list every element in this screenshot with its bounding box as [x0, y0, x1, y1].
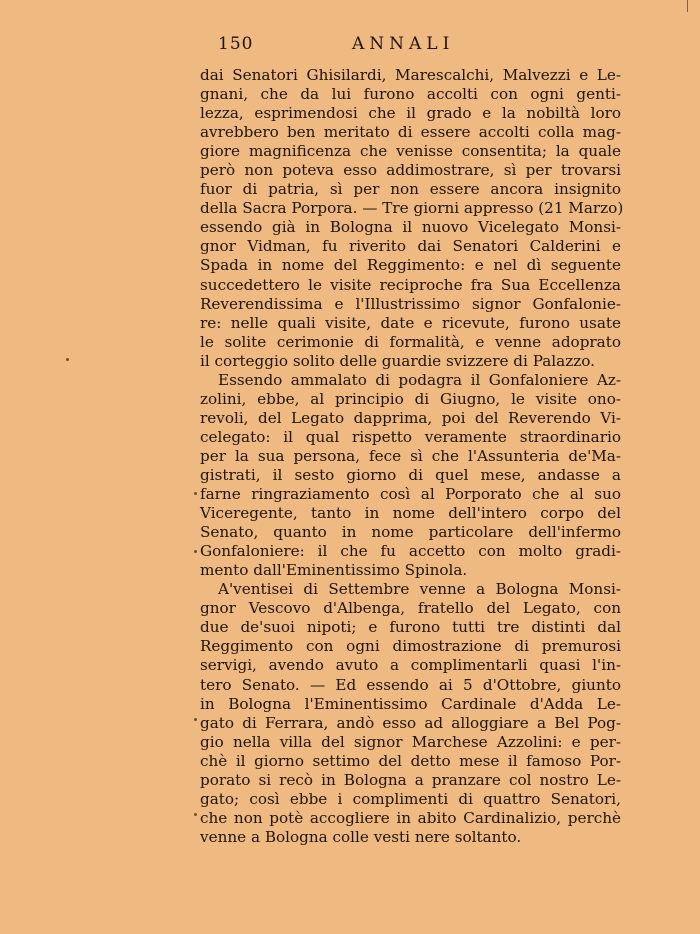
- text-line: gnani, che da lui furono accolti con ogni genti-: [200, 85, 621, 104]
- body-text: [200, 66, 624, 847]
- text-line: porato si recò in Bologna a pranzare col nostro Le-: [200, 770, 621, 789]
- page-header: [200, 34, 620, 58]
- text-line: che non potè accogliere in abito Cardinalizio, perchè: [200, 808, 621, 827]
- text-line: tero Senato. — Ed essendo ai 5 d'Ottobre, giunto: [200, 675, 621, 694]
- text-line: mento dall'Eminentissimo Spinola.: [200, 561, 468, 580]
- text-line: fuor di patria, sì per non essere ancora insignito: [200, 180, 621, 199]
- margin-dot: [66, 358, 69, 361]
- text-line: essendo già in Bologna il nuovo Vicelegato Monsi-: [200, 218, 621, 237]
- text-line: della Sacra Porpora. — Tre giorni appresso (21 Marzo): [200, 199, 624, 218]
- corner-mark: [687, 0, 688, 12]
- text-line: Reggimento con ogni dimostrazione di premurosi: [200, 637, 621, 656]
- text-line: Reverendissima e l'Illustrissimo signor Gonfalonie-: [200, 294, 621, 313]
- text-line: re: nelle quali visite, date e ricevute, furono usate: [200, 313, 621, 332]
- text-line: dai Senatori Ghisilardi, Marescalchi, Malvezzi e Le-: [200, 66, 621, 84]
- text-line: venne a Bologna colle vesti nere soltanto.: [200, 827, 522, 846]
- page-number: 150: [218, 34, 254, 54]
- text-line: per la sua persona, fece sì che l'Assunteria de'Ma-: [200, 446, 621, 465]
- text-line: Viceregente, tanto in nome dell'intero corpo del: [200, 504, 621, 523]
- text-line: servigi, avendo avuto a complimentarli quasi l'in-: [200, 656, 621, 675]
- text-line: farne ringraziamento così al Porporato che al suo: [200, 485, 621, 504]
- text-line: A'ventisei di Settembre venne a Bologna Monsi-: [218, 580, 621, 599]
- margin-dot: [194, 492, 197, 495]
- text-line: giore magnificenza che venisse consentita; la quale: [200, 142, 621, 161]
- text-line: gio nella villa del signor Marchese Azzolini: e per-: [200, 732, 621, 751]
- text-line: due de'suoi nipoti; e furono tutti tre distinti dal: [200, 618, 621, 637]
- text-line: in Bologna l'Eminentissimo Cardinale d'Adda Le-: [200, 694, 621, 713]
- text-line: zolini, ebbe, al principio di Giugno, le visite ono-: [200, 389, 621, 408]
- text-line: avrebbero ben meritato di essere accolti colla mag-: [200, 123, 621, 142]
- text-line: il corteggio solito delle guardie svizzere di Palazzo.: [200, 351, 595, 370]
- text-line: Spada in nome del Reggimento: e nel dì seguente: [200, 256, 621, 275]
- running-title: ANNALI: [352, 34, 455, 54]
- text-line: però non poteva esso addimostrare, sì per trovarsi: [200, 161, 621, 180]
- text-line: gistrati, il sesto giorno di quel mese, andasse a: [200, 465, 621, 484]
- text-line: revoli, del Legato dapprima, poi del Reverendo Vi-: [200, 408, 621, 427]
- text-line: le solite cerimonie di formalità, e venne adoprato: [200, 332, 621, 351]
- margin-dot: [194, 813, 197, 816]
- text-line: gnor Vescovo d'Albenga, fratello del Legato, con: [200, 599, 621, 618]
- margin-dot: [194, 550, 197, 553]
- text-line: succedettero le visite reciproche fra Sua Eccellenza: [200, 275, 621, 294]
- text-line: gato di Ferrara, andò esso ad alloggiare a Bel Pog-: [200, 713, 621, 732]
- text-line: lezza, esprimendosi che il grado e la nobiltà loro: [200, 104, 621, 123]
- margin-dot: [194, 718, 197, 721]
- text-line: Senato, quanto in nome particolare dell'infermo: [200, 523, 621, 542]
- text-line: celegato: il qual rispetto veramente straordinario: [200, 427, 621, 446]
- text-line: Gonfaloniere: il che fu accetto con molto gradi-: [200, 542, 621, 561]
- text-line: chè il giorno settimo del detto mese il famoso Por-: [200, 751, 621, 770]
- text-line: gnor Vidman, fu riverito dai Senatori Calderini e: [200, 237, 621, 256]
- text-line: Essendo ammalato di podagra il Gonfaloniere Az-: [218, 370, 621, 389]
- text-line: gato; così ebbe i complimenti di quattro Senatori,: [200, 789, 621, 808]
